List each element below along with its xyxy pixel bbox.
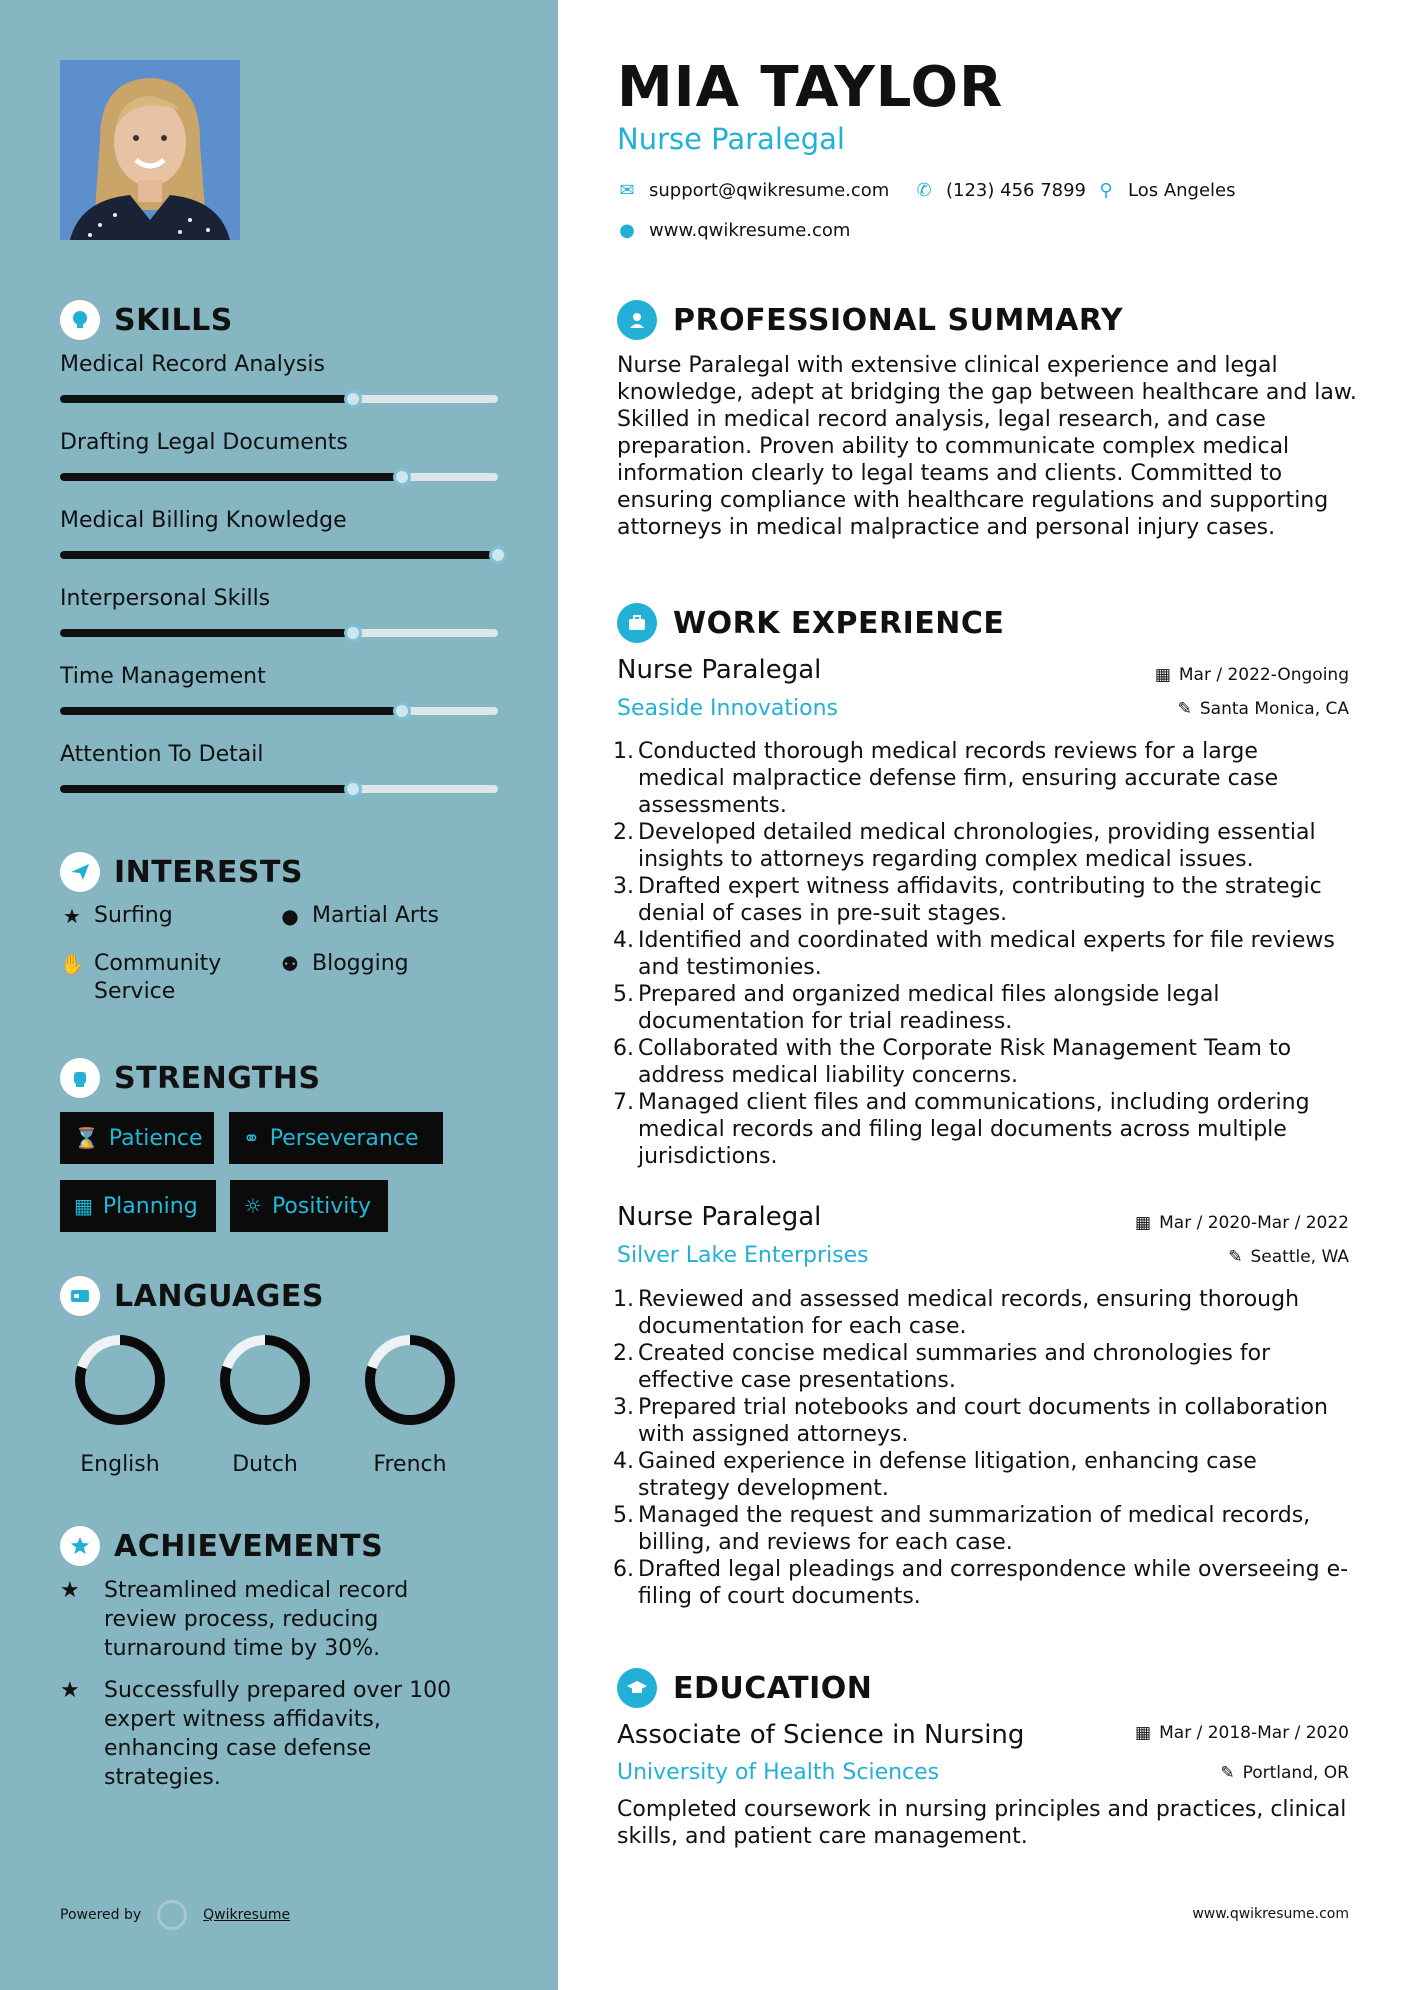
experience-title: WORK EXPERIENCE [673, 605, 1005, 641]
skill-knob [393, 702, 411, 720]
interest-label: Surfing [94, 903, 173, 928]
users-icon: ⚉ [281, 952, 299, 976]
language-item [195, 1330, 335, 1477]
user-icon [617, 300, 657, 340]
strength-label: Patience [108, 1125, 203, 1151]
achievement-item [60, 1576, 480, 1663]
strengths-title: STRENGTHS [114, 1060, 321, 1096]
skill-label: Attention To Detail [60, 742, 264, 767]
job-date [1155, 665, 1349, 685]
strength-tag [230, 1180, 388, 1232]
interests-heading [60, 852, 303, 892]
location-text: Los Angeles [1128, 180, 1236, 201]
job-bullets [610, 738, 1350, 1170]
list-item: 1. Conducted thorough medical records reviews for a large medical malpractice defense firm, ensuring accurate case assessments. [613, 739, 1279, 818]
qwikresume-logo-icon [157, 1900, 187, 1930]
skill-item [60, 742, 498, 793]
summary-title: PROFESSIONAL SUMMARY [673, 302, 1124, 338]
profile-photo [60, 60, 240, 240]
paper-plane-icon [60, 852, 100, 892]
skill-label: Medical Billing Knowledge [60, 508, 347, 533]
language-ring [215, 1330, 315, 1430]
language-item [50, 1330, 190, 1477]
contact-email[interactable] [617, 180, 889, 201]
list-item: 6. Collaborated with the Corporate Risk Management Team to address medical liability concerns. [613, 1036, 1292, 1088]
list-item: 2. Created concise medical summaries and chronologies for effective case presentations. [613, 1341, 1271, 1393]
skill-fill [60, 395, 353, 403]
star-icon: ★ [60, 1578, 80, 1603]
interest-item [278, 902, 439, 930]
list-item: 3. Prepared trial notebooks and court documents in collaboration with assigned attorneys. [613, 1395, 1328, 1447]
interest-item [60, 902, 173, 930]
fist-icon [60, 1058, 100, 1098]
strength-tag [60, 1112, 214, 1164]
powered-by [60, 1900, 290, 1930]
envelope-icon: ✉ [619, 180, 635, 201]
skill-fill [60, 473, 402, 481]
globe-icon: ● [281, 904, 299, 928]
summary-heading [617, 300, 1123, 340]
interest-label: Community Service [94, 951, 222, 1004]
language-card-icon [60, 1276, 100, 1316]
list-item: 1. Reviewed and assessed medical records, ensuring thorough documentation for each case. [613, 1287, 1300, 1339]
skill-knob [489, 546, 507, 564]
skill-bar [60, 551, 498, 559]
star-icon: ★ [63, 904, 81, 928]
job-location [1178, 699, 1349, 719]
briefcase-icon [617, 603, 657, 643]
language-label: French [373, 1452, 447, 1477]
skill-label: Drafting Legal Documents [60, 430, 348, 455]
job-date-text: Mar / 2020-Mar / 2022 [1159, 1213, 1349, 1233]
job-title: Nurse Paralegal [617, 655, 822, 685]
contact-phone[interactable] [914, 180, 1086, 201]
globe-icon: ● [619, 220, 635, 241]
list-item: 3. Drafted expert witness affidavits, contributing to the strategic denial of cases in pre-suit stages. [613, 874, 1322, 926]
lightbulb-icon [60, 300, 100, 340]
job-location-text: Santa Monica, CA [1199, 699, 1349, 719]
skill-item [60, 508, 498, 559]
hand-icon: ✋ [60, 952, 85, 976]
education-description: Completed coursework in nursing principles and practices, clinical skills, and patient care management. [617, 1797, 1347, 1849]
calendar-icon: ▦ [1135, 1723, 1152, 1743]
language-ring [70, 1330, 170, 1430]
skill-label: Medical Record Analysis [60, 352, 325, 377]
job-bullets [610, 1286, 1350, 1610]
skill-knob [344, 390, 362, 408]
binoculars-icon: ⚭ [243, 1126, 260, 1150]
education-heading [617, 1668, 872, 1708]
calendar-icon: ▦ [1154, 665, 1171, 685]
pin-icon: ✎ [1228, 1247, 1243, 1267]
language-ring [360, 1330, 460, 1430]
star-badge-icon [60, 1526, 100, 1566]
list-item: 6. Drafted legal pleadings and correspondence while overseeing e-filing of court documents. [613, 1557, 1349, 1609]
languages-heading [60, 1276, 324, 1316]
job-location-text: Seattle, WA [1250, 1247, 1349, 1267]
skill-knob [344, 780, 362, 798]
achievement-item [60, 1676, 480, 1792]
strength-label: Positivity [271, 1193, 371, 1219]
interests-title: INTERESTS [114, 854, 303, 890]
achievement-text: Successfully prepared over 100 expert witness affidavits, enhancing case defense strategies. [104, 1678, 452, 1790]
skill-knob [393, 468, 411, 486]
job-title: Nurse Paralegal [617, 1202, 822, 1232]
education-location-text: Portland, OR [1242, 1763, 1349, 1783]
list-item: 4. Gained experience in defense litigation, enhancing case strategy development. [613, 1449, 1257, 1501]
job-location [1228, 1247, 1349, 1267]
map-pin-icon: ⚲ [1099, 180, 1113, 201]
language-label: Dutch [232, 1452, 298, 1477]
skill-fill [60, 707, 402, 715]
list-item: 7. Managed client files and communications, including ordering medical records and filing legal documents across multiple jurisdictions. [613, 1090, 1310, 1169]
job-company: Silver Lake Enterprises [617, 1243, 869, 1268]
skill-label: Time Management [60, 664, 266, 689]
school-name: University of Health Sciences [617, 1760, 940, 1785]
interest-label: Martial Arts [312, 903, 440, 928]
skill-bar [60, 785, 498, 793]
list-item: 4. Identified and coordinated with medical experts for file reviews and testimonies. [613, 928, 1335, 980]
skill-item [60, 586, 498, 637]
skill-bar [60, 395, 498, 403]
calendar-icon: ▦ [1135, 1213, 1152, 1233]
strength-tag [60, 1180, 216, 1232]
skill-fill [60, 551, 498, 559]
website-text: www.qwikresume.com [649, 220, 851, 241]
list-item: 5. Managed the request and summarization of medical records, billing, and reviews for each case. [613, 1503, 1311, 1555]
pin-icon: ✎ [1220, 1763, 1235, 1783]
experience-heading [617, 603, 1004, 643]
skill-label: Interpersonal Skills [60, 586, 271, 611]
footer-website[interactable]: www.qwikresume.com [1192, 1906, 1349, 1922]
skill-item [60, 352, 498, 403]
language-label: English [80, 1452, 160, 1477]
job-company: Seaside Innovations [617, 696, 838, 721]
achievements-title: ACHIEVEMENTS [114, 1528, 384, 1564]
sun-icon: ☼ [244, 1194, 262, 1218]
calendar-icon: ▦ [74, 1194, 93, 1218]
summary-text: Nurse Paralegal with extensive clinical experience and legal knowledge, adept at bridging the gap between healthcare and law. Skilled in medical record analysis, legal research, and case preparation. Proven ability to communicate complex medical information clearly to legal teams and clients. Committed to ensuring compliance with healthcare regulations and supporting attorneys in medical malpractice and personal injury cases. [617, 353, 1357, 540]
skill-fill [60, 785, 353, 793]
skill-item [60, 664, 498, 715]
skill-bar [60, 629, 498, 637]
skill-item [60, 430, 498, 481]
strength-tag [229, 1112, 443, 1164]
list-item: 5. Prepared and organized medical files alongside legal documentation for trial readiness. [613, 982, 1220, 1034]
strength-label: Planning [102, 1193, 198, 1219]
strength-label: Perseverance [269, 1125, 419, 1151]
education-date [1135, 1723, 1349, 1743]
email-text: support@qwikresume.com [649, 180, 890, 201]
interest-label: Blogging [312, 951, 409, 976]
job-date-text: Mar / 2022-Ongoing [1178, 665, 1349, 685]
avatar [60, 60, 240, 240]
list-item: 2. Developed detailed medical chronologies, providing essential insights to attorneys regarding complex medical issues. [613, 820, 1316, 872]
sidebar [0, 0, 558, 1990]
brand-link[interactable]: Qwikresume [203, 1907, 291, 1923]
job-date [1135, 1213, 1349, 1233]
contact-location [1096, 180, 1236, 201]
strengths-heading [60, 1058, 321, 1098]
education-date-text: Mar / 2018-Mar / 2020 [1159, 1723, 1349, 1743]
graduation-cap-icon [617, 1668, 657, 1708]
skill-bar [60, 707, 498, 715]
contact-website[interactable] [617, 220, 850, 241]
phone-text: (123) 456 7899 [946, 180, 1087, 201]
star-icon: ★ [60, 1678, 80, 1703]
achievement-text: Streamlined medical record review process, reducing turnaround time by 30%. [104, 1578, 409, 1661]
degree-title: Associate of Science in Nursing [617, 1720, 1025, 1750]
pin-icon: ✎ [1177, 699, 1192, 719]
hourglass-icon: ⌛ [74, 1126, 99, 1150]
education-title: EDUCATION [673, 1670, 873, 1706]
skill-knob [344, 624, 362, 642]
powered-by-label: Powered by [60, 1907, 142, 1923]
skills-heading [60, 300, 233, 340]
languages-title: LANGUAGES [114, 1278, 324, 1314]
language-item [340, 1330, 480, 1477]
phone-icon: ✆ [916, 180, 932, 201]
education-location [1220, 1763, 1349, 1783]
interest-item [60, 950, 260, 1006]
skill-bar [60, 473, 498, 481]
skills-title: SKILLS [114, 302, 233, 338]
achievements-heading [60, 1526, 383, 1566]
candidate-role: Nurse Paralegal [617, 122, 845, 156]
interest-item [278, 950, 409, 978]
skill-fill [60, 629, 353, 637]
candidate-name: MIA TAYLOR [617, 55, 1004, 120]
